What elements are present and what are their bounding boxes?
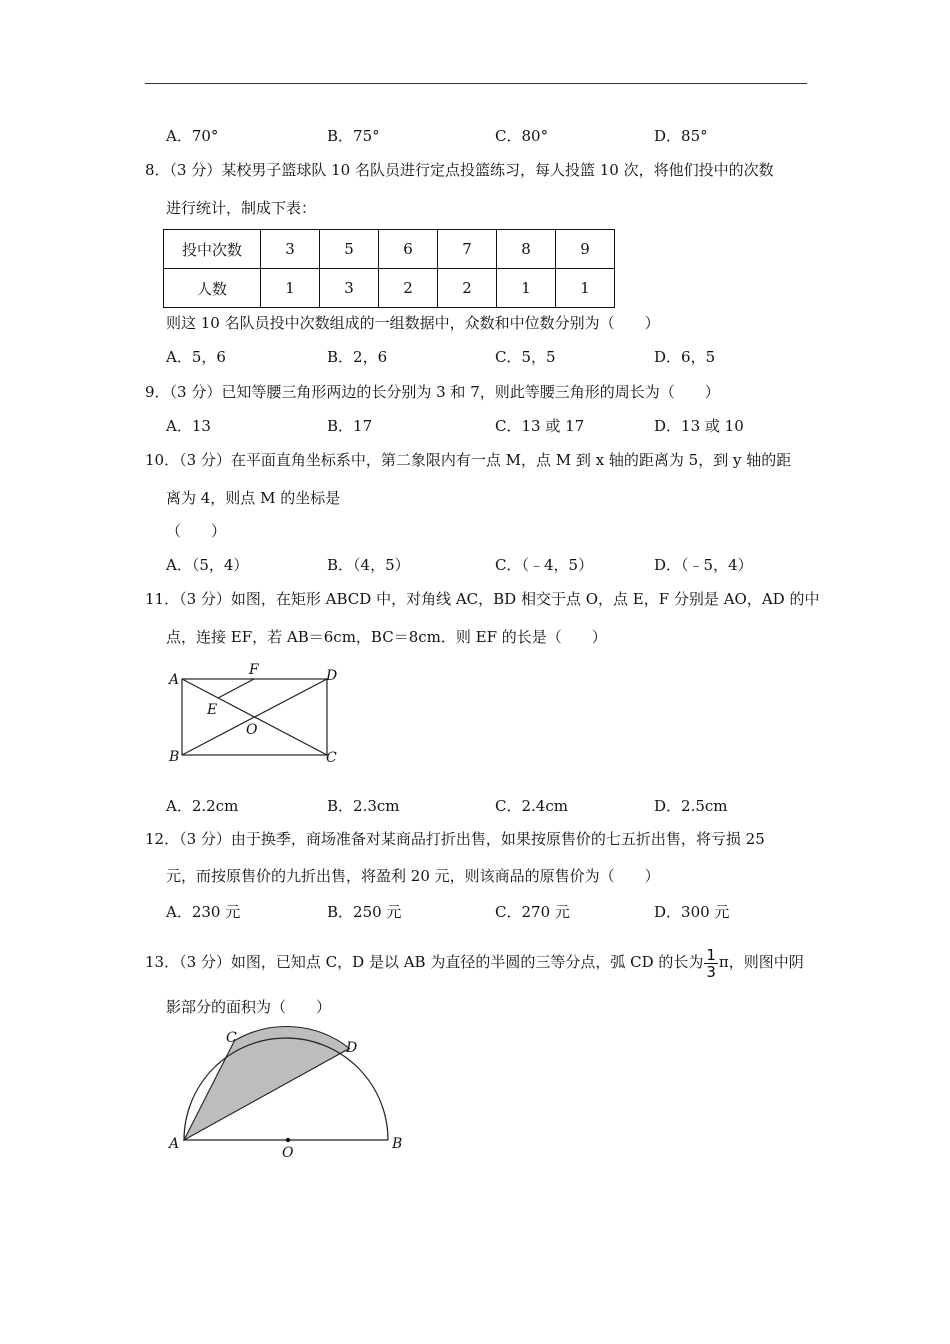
q13-stem-text-after: π，则图中阴 xyxy=(718,953,804,971)
table-cell: 9 xyxy=(556,230,615,269)
label-c: C xyxy=(326,750,337,766)
center-point-o xyxy=(286,1138,290,1142)
label-d: D xyxy=(346,1040,358,1056)
q11-option-c: C．2.4cm xyxy=(495,797,568,815)
table-cell: 2 xyxy=(379,269,438,308)
q8-table xyxy=(163,229,615,308)
q13-stem-text-before: 13．（3 分）如图，已知点 C，D 是以 AB 为直径的半圆的三等分点，弧 CD 的长为 xyxy=(145,953,704,971)
q10-stem-line1: 10．（3 分）在平面直角坐标系中，第二象限内有一点 M，点 M 到 x 轴的距离为 5，到 y 轴的距 xyxy=(145,451,792,469)
table-cell: 8 xyxy=(497,230,556,269)
table-cell: 7 xyxy=(438,230,497,269)
label-b: B xyxy=(392,1136,403,1152)
q7-option-a: A．70° xyxy=(166,127,219,145)
q11-option-d: D．2.5cm xyxy=(654,797,728,815)
table-cell: 1 xyxy=(261,269,320,308)
q7-option-c: C．80° xyxy=(495,127,549,145)
q9-option-a: A．13 xyxy=(166,417,211,435)
q8-option-a: A．5，6 xyxy=(166,348,226,366)
q12-stem-line2: 元，而按原售价的九折出售，将盈利 20 元，则该商品的原售价为（ ） xyxy=(166,867,660,885)
q10-answer-paren: （ ） xyxy=(166,522,227,540)
header-rule xyxy=(145,83,807,84)
table-row xyxy=(164,230,615,269)
label-f: F xyxy=(249,662,259,678)
fraction-one-third xyxy=(704,947,718,980)
table-header-cell: 投中次数 xyxy=(164,230,261,269)
q9-option-c: C．13 或 17 xyxy=(495,417,585,435)
table-cell: 6 xyxy=(379,230,438,269)
q9-option-d: D．13 或 10 xyxy=(654,417,744,435)
q11-stem-line1: 11．（3 分）如图，在矩形 ABCD 中，对角线 AC，BD 相交于点 O，点 E，F 分别是 AO，AD 的中 xyxy=(145,590,820,608)
table-cell: 3 xyxy=(261,230,320,269)
q8-stem-line2: 进行统计，制成下表： xyxy=(166,199,317,217)
table-cell: 1 xyxy=(497,269,556,308)
q9-option-b: B．17 xyxy=(327,417,373,435)
q10-stem-line2: 离为 4，则点 M 的坐标是 xyxy=(166,489,341,507)
q8-stem-line1: 8．（3 分）某校男子篮球队 10 名队员进行定点投篮练习，每人投篮 10 次，将他们投中的次数 xyxy=(145,161,774,179)
shaded-region xyxy=(184,1027,350,1140)
q7-option-d: D．85° xyxy=(654,127,708,145)
segment-ef xyxy=(218,679,254,698)
label-c: C xyxy=(226,1030,237,1046)
q12-stem-line1: 12．（3 分）由于换季，商场准备对某商品打折出售，如果按原售价的七五折出售，将亏损 25 xyxy=(145,830,765,848)
fraction-denominator: 3 xyxy=(706,962,716,981)
table-cell: 1 xyxy=(556,269,615,308)
label-d: D xyxy=(326,668,338,684)
label-a: A xyxy=(169,672,180,688)
table-cell: 5 xyxy=(320,230,379,269)
q11-option-a: A．2.2cm xyxy=(166,797,239,815)
q7-option-b: B．75° xyxy=(327,127,380,145)
q11-option-b: B．2.3cm xyxy=(327,797,400,815)
q8-option-d: D．6，5 xyxy=(654,348,716,366)
q8-option-c: C．5，5 xyxy=(495,348,556,366)
label-o: O xyxy=(246,722,258,738)
table-row xyxy=(164,269,615,308)
q11-stem-line2: 点，连接 EF，若 AB＝6cm，BC＝8cm．则 EF 的长是（ ） xyxy=(166,628,607,646)
q10-option-c: C．（﹣4，5） xyxy=(495,556,594,574)
q9-stem: 9．（3 分）已知等腰三角形两边的长分别为 3 和 7，则此等腰三角形的周长为（ ） xyxy=(145,383,720,401)
table-cell: 2 xyxy=(438,269,497,308)
q8-stem-line3: 则这 10 名队员投中次数组成的一组数据中，众数和中位数分别为（ ） xyxy=(166,314,660,332)
q12-option-a: A．230 元 xyxy=(166,903,241,921)
label-a: A xyxy=(169,1136,180,1152)
table-cell: 3 xyxy=(320,269,379,308)
label-b: B xyxy=(169,749,180,765)
q10-option-d: D．（﹣5，4） xyxy=(654,556,753,574)
table-header-cell: 人数 xyxy=(164,269,261,308)
fraction-numerator: 1 xyxy=(706,945,716,964)
q11-rectangle-figure xyxy=(165,657,350,769)
q12-option-c: C．270 元 xyxy=(495,903,570,921)
q12-option-d: D．300 元 xyxy=(654,903,730,921)
q13-stem-line2: 影部分的面积为（ ） xyxy=(166,998,332,1016)
q8-option-b: B．2，6 xyxy=(327,348,388,366)
q13-semicircle-figure xyxy=(160,1020,420,1165)
label-o: O xyxy=(282,1145,294,1161)
label-e: E xyxy=(207,702,218,718)
q10-option-a: A．（5，4） xyxy=(166,556,249,574)
q13-stem-line1 xyxy=(145,945,804,980)
q10-option-b: B．（4，5） xyxy=(327,556,410,574)
q12-option-b: B．250 元 xyxy=(327,903,402,921)
